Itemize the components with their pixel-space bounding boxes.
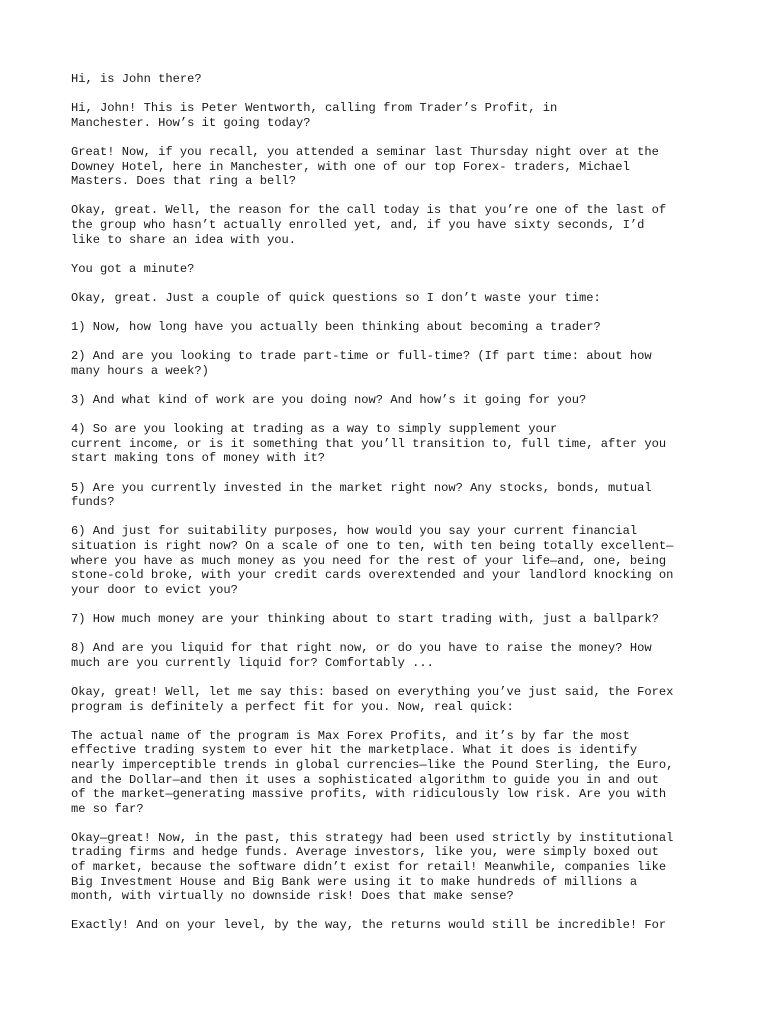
paragraph-question-6: 6) And just for suitability purposes, how would you say your current financial situation is right now? On a scale of one to ten, with ten being totally excellent— where you have as much money as you need for the rest of your life—and, one, being stone-cold broke, with your credit cards overextended and your landlord knocking on your door to evict you? bbox=[71, 524, 674, 597]
paragraph-perfect-fit: Okay, great! Well, let me say this: based on everything you’ve just said, the Forex program is definitely a perfect fit for you. Now, real quick: bbox=[71, 684, 674, 714]
paragraph-question-2: 2) And are you looking to trade part-time or full-time? (If part time: about how many hours a week?) bbox=[71, 349, 652, 378]
paragraph-question-7: 7) How much money are your thinking about to start trading with, just a ballpark? bbox=[71, 611, 659, 626]
paragraph-question-4: 4) So are you looking at trading as a way to simply supplement your current income, or is it something that you’ll transition to, full time, after you start making tons of money with it? bbox=[71, 422, 667, 466]
paragraph-quick-questions: Okay, great. Just a couple of quick questions so I don’t waste your time: bbox=[71, 290, 601, 305]
paragraph-returns: Exactly! And on your level, by the way, the returns would still be incredible! For bbox=[71, 918, 667, 933]
paragraph-introduction: Hi, John! This is Peter Wentworth, calling from Trader’s Profit, in Manchester. How’s it going today? bbox=[71, 101, 558, 130]
paragraph-seminar-recall: Great! Now, if you recall, you attended a seminar last Thursday night over at the Downey Hotel, here in Manchester, with one of our top Forex- traders, Michael Masters. Does that ring a bell? bbox=[71, 144, 659, 189]
paragraph-question-3: 3) And what kind of work are you doing now? And how’s it going for you? bbox=[71, 393, 587, 408]
paragraph-greeting: Hi, is John there? bbox=[71, 72, 202, 86]
document-page bbox=[71, 72, 721, 948]
paragraph-question-8: 8) And are you liquid for that right now, or do you have to raise the money? How much are you currently liquid for? Comfortably ... bbox=[71, 641, 652, 670]
paragraph-institutional-strategy: Okay—great! Now, in the past, this strategy had been used strictly by institutional trading firms and hedge funds. Average investors, like you, were simply boxed out of market, because the software didn’t exist for retail! Meanwhile, companies like Big Investment House and Big Bank were using it to make hundreds of millions a month, with virtually no downside risk! Does that make sense? bbox=[71, 830, 674, 904]
paragraph-call-reason: Okay, great. Well, the reason for the call today is that you’re one of the last of the group who hasn’t actually enrolled yet, and, if you have sixty seconds, I’d like to share an idea with you. bbox=[71, 203, 667, 247]
paragraph-question-5: 5) Are you currently invested in the market right now? Any stocks, bonds, mutual funds? bbox=[71, 480, 652, 510]
paragraph-program-description: The actual name of the program is Max Forex Profits, and it’s by far the most effective trading system to ever hit the marketplace. What it does is identify nearly imperceptible trends in global currencies—like the Pound Sterling, the Euro, and the Dollar—and then it uses a sophisticated algorithm to guide you in and out of the market—generating massive profits, with ridiculously low risk. Are you with me so far? bbox=[71, 728, 674, 816]
paragraph-question-1: 1) Now, how long have you actually been thinking about becoming a trader? bbox=[71, 320, 601, 335]
paragraph-got-a-minute: You got a minute? bbox=[71, 261, 195, 276]
